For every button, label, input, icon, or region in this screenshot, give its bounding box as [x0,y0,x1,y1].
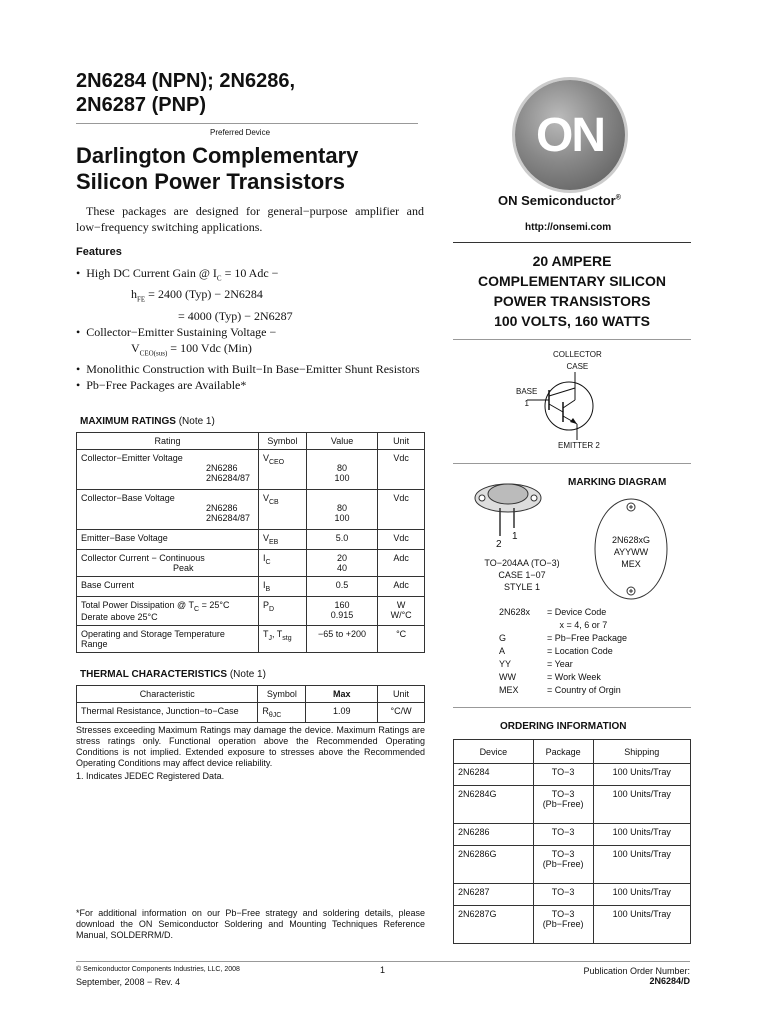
feature-item: • Monolithic Construction with Built−In Base−Emitter Shunt Resistors [76,362,420,377]
table-row: Total Power Dissipation @ $T_C = 25^\circ C$ Derate above 25°C $P_D$ 160 0.915 W W/°C [77,596,425,626]
feature-item: $h_{FE} = 2400$ (Typ) − 2N6284 [131,287,263,304]
pin1-label: 1 [512,531,518,542]
table-row: 2N6286 TO−3 100 Units/Tray [454,824,691,846]
spec-line: COMPLEMENTARY SILICON [478,273,666,289]
spec-line: 20 AMPERE [532,253,612,269]
website-link[interactable]: http://onsemi.com [525,222,612,233]
divider [453,242,691,243]
note-1: 1. Indicates JEDEC Registered Data. [76,771,225,781]
divider [453,463,691,464]
col-header: Value [306,433,377,450]
divider [453,707,691,708]
marking-heading: MARKING DIAGRAM [568,477,667,488]
table-header-row [77,433,425,450]
preferred-device: Preferred Device [210,128,271,137]
features-list [76,265,436,393]
company-name: ON Semiconductor® [498,193,621,208]
table-row: 2N6287G TO−3 (Pb−Free) 100 Units/Tray [454,906,691,944]
col-header: Unit [378,433,425,450]
emitter-label: EMITTER 2 [558,441,600,450]
intro-paragraph: These packages are designed for general−purpose amplifier and low−frequency switching applications. [76,204,424,234]
table-header-row [77,686,425,703]
col-header: Symbol [258,686,306,703]
table-row: Collector−Emitter Voltage 2N6286 2N6284/87 $V_{CEO}$ 80 100 Vdc [77,450,425,490]
to3-package-icon [472,478,544,540]
col-header: Characteristic [77,686,258,703]
legend-row: G = Pb−Free Package [499,633,628,643]
publication-number: Publication Order Number: 2N6284/D [583,966,690,986]
subtitle-line1: Darlington Complementary [76,143,359,168]
marking-text: 2N628xG AYYWW MEX [611,535,651,569]
spec-block [453,251,691,331]
package-info: TO−204AA (TO−3) CASE 1−07 STYLE 1 [484,558,560,592]
divider [76,123,418,124]
col-header: Package [533,740,593,764]
table-row: Emitter−Base Voltage $V_{EB}$ 5.0 Vdc [77,530,425,550]
legend-row: MEX = Country of Orgin [499,685,621,695]
footer-divider [76,961,690,962]
table-row: Operating and Storage Temperature Range $T_J$, $T_{stg}$ −65 to +200 °C [77,626,425,653]
feature-item: • Collector−Emitter Sustaining Voltage − [76,324,277,339]
legend-row: x = 4, 6 or 7 [557,620,608,630]
page-number: 1 [380,965,386,975]
legend-row: WW = Work Week [499,672,601,682]
feature-item: • High DC Current Gain @ $I_C = 10$ Adc − [76,266,279,283]
logo-text: ON [536,109,604,162]
table-row: 2N6287 TO−3 100 Units/Tray [454,884,691,906]
copyright: © Semiconductor Components Industries, LLC, 2008 [76,966,240,973]
collector-label: COLLECTOR CASE [553,350,602,371]
table-row: Collector Current − Continuous Peak $I_C$ 20 40 Adc [77,549,425,576]
feature-item: • Pb−Free Packages are Available* [76,378,247,393]
col-header: Rating [77,433,259,450]
marking-legend [499,606,627,697]
feature-item: $V_{CEO(sus)} = 100$ Vdc (Min) [131,340,252,358]
table-row: Base Current $I_B$ 0.5 Adc [77,576,425,596]
feature-item: = 4000 (Typ) − 2N6287 [178,308,293,323]
on-logo [515,80,625,190]
ordering-heading: ORDERING INFORMATION [500,721,627,732]
divider [453,339,691,340]
revision-date: September, 2008 − Rev. 4 [76,977,181,987]
pin2-label: 2 [496,539,502,550]
legend-row: YY = Year [499,659,573,669]
table-row: Thermal Resistance, Junction−to−Case $R_{\theta JC}$ 1.09 °C/W [77,703,425,723]
stress-note: Stresses exceeding Maximum Ratings may damage the device. Maximum Ratings are stress ratings only. Functional operation above the Recommended Operating Conditions is not implied. Extended exposure to stresses above the Recommended Operating Conditions may affect device reliability. [76,725,425,768]
legend-row: 2N628x = Device Code [499,607,607,617]
features-heading: Features [76,246,122,258]
spec-line: POWER TRANSISTORS [493,293,651,309]
pbfree-note: *For additional information on our Pb−Free strategy and soldering details, please download the ON Semiconductor Soldering and Mounting Techniques Reference Manual, SOLDERRM/D. [76,908,425,940]
base-label: BASE 1 [516,387,538,408]
max-ratings-table [76,432,425,653]
spec-line: 100 VOLTS, 160 WATTS [494,313,650,329]
col-header: Unit [378,686,425,703]
table-row: Collector−Base Voltage 2N6286 2N6284/87 $V_{CB}$ 80 100 Vdc [77,490,425,530]
doc-title-line2: 2N6287 (PNP) [76,94,207,116]
subtitle-line2: Silicon Power Transistors [76,169,345,194]
max-ratings-heading: MAXIMUM RATINGS (Note 1) [80,416,215,427]
legend-row: A = Location Code [499,646,613,656]
table-header-row [454,740,691,764]
col-header: Shipping [593,740,690,764]
table-row: 2N6284G TO−3 (Pb−Free) 100 Units/Tray [454,786,691,824]
thermal-heading: THERMAL CHARACTERISTICS (Note 1) [80,669,266,680]
doc-title-line1: 2N6284 (NPN); 2N6286, [76,70,295,92]
darlington-symbol [525,370,615,442]
table-row: 2N6284 TO−3 100 Units/Tray [454,764,691,786]
col-header: Symbol [258,433,306,450]
ordering-table [453,739,691,944]
table-row: 2N6286G TO−3 (Pb−Free) 100 Units/Tray [454,846,691,884]
thermal-table [76,685,425,723]
col-header: Max [306,686,378,703]
col-header: Device [454,740,534,764]
